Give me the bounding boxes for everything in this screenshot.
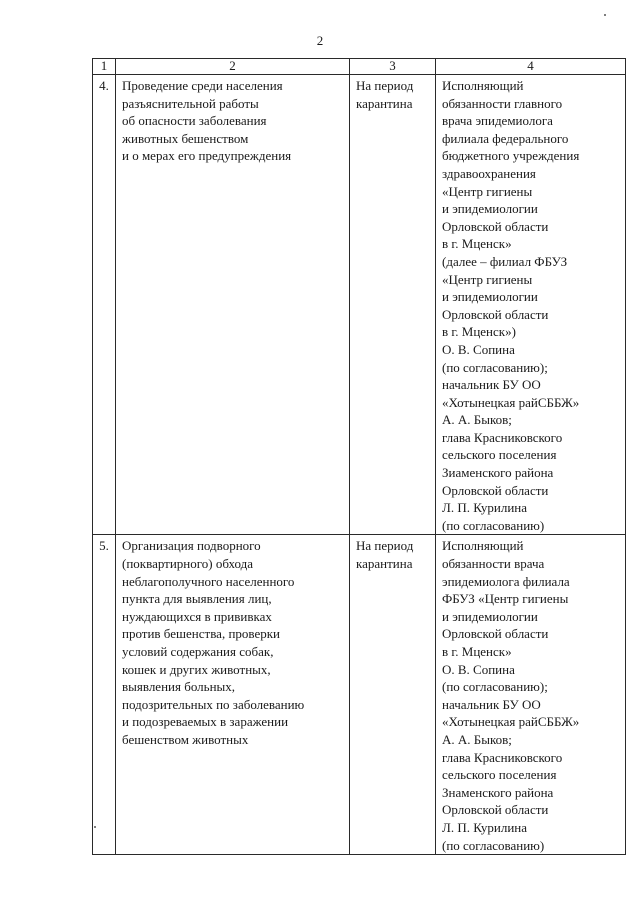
text-line: (по согласованию); <box>442 679 548 695</box>
text-line: (далее – филиал ФБУЗ <box>442 253 568 269</box>
text-line: «Центр гигиены <box>442 183 533 199</box>
text-line: и о мерах его предупреждения <box>122 148 292 164</box>
text-line: здравоохранения <box>442 165 536 181</box>
text-line: в г. Мценск» <box>442 236 512 252</box>
text-line: «Хотынецкая райСББЖ» <box>442 714 580 730</box>
row-number: 5. <box>93 535 116 855</box>
text-line: разъяснительной работы <box>122 95 259 111</box>
text-line: против бешенства, проверки <box>122 626 281 642</box>
text-line: На период <box>356 78 414 93</box>
table-header-row <box>93 59 626 75</box>
measure-period <box>350 535 436 855</box>
measure-description <box>116 75 350 535</box>
text-line: «Центр гигиены <box>442 271 533 287</box>
text-line: Исполняющий <box>442 538 524 554</box>
page-number: 2 <box>316 33 324 48</box>
text-line: нуждающихся в прививках <box>122 608 272 624</box>
text-line: Л. П. Курилина <box>442 500 528 516</box>
table-row <box>93 535 626 855</box>
row-number: 4. <box>93 75 116 535</box>
text-line: начальник БУ ОО <box>442 696 541 712</box>
text-line: и эпидемиологии <box>442 608 538 624</box>
text-line: обязанности главного <box>442 95 563 111</box>
column-header: 1 <box>93 59 116 75</box>
text-line: ФБУЗ «Центр гигиены <box>442 591 569 607</box>
text-line: О. В. Сопина <box>442 341 515 357</box>
text-line: (по согласованию) <box>442 517 545 533</box>
text-line: О. В. Сопина <box>442 661 515 677</box>
text-line: сельского поселения <box>442 447 557 463</box>
measure-period <box>350 75 436 535</box>
text-line: бюджетного учреждения <box>442 148 580 164</box>
text-line: карантина <box>356 95 413 111</box>
responsible-persons <box>436 535 626 855</box>
text-line: кошек и других животных, <box>122 661 271 677</box>
text-line: Л. П. Курилина <box>442 819 528 835</box>
text-line: эпидемиолога филиала <box>442 573 570 589</box>
text-line: Орловской области <box>442 802 549 818</box>
text-line: подозрительных по заболеванию <box>122 696 305 712</box>
text-line: Орловской области <box>442 482 549 498</box>
scan-speck <box>94 826 96 828</box>
text-line: (по согласованию) <box>442 837 545 853</box>
text-line: филиала федерального <box>442 130 569 146</box>
text-line: врача эпидемиолога <box>442 113 553 129</box>
text-line: сельского поселения <box>442 767 557 783</box>
text-line: карантина <box>356 556 413 572</box>
text-line: и эпидемиологии <box>442 289 538 305</box>
table-row <box>93 75 626 535</box>
measure-description <box>116 535 350 855</box>
text-line: «Хотынецкая райСББЖ» <box>442 394 580 410</box>
text-line: А. А. Быков; <box>442 731 512 747</box>
text-line: неблагополучного населенного <box>122 573 295 589</box>
text-line: и подозреваемых в заражении <box>122 714 289 730</box>
text-line: бешенством животных <box>122 731 249 747</box>
text-line: Знаменского района <box>442 784 554 800</box>
text-line: условий содержания собак, <box>122 644 274 659</box>
text-line: об опасности заболевания <box>122 113 267 129</box>
text-line: Проведение среди населения <box>122 78 283 93</box>
text-line: Исполняющий <box>442 78 524 93</box>
text-line: и эпидемиологии <box>442 201 538 217</box>
text-line: Орловской области <box>442 306 549 322</box>
text-line: глава Красниковского <box>442 749 563 765</box>
text-line: А. А. Быков; <box>442 412 512 428</box>
text-line: выявления больных, <box>122 679 236 695</box>
measures-table <box>92 58 626 855</box>
text-line: начальник БУ ОО <box>442 377 541 393</box>
text-line: На период <box>356 538 414 554</box>
column-header: 3 <box>350 59 436 75</box>
column-header: 4 <box>436 59 626 75</box>
text-line: (по согласованию); <box>442 359 548 375</box>
column-header: 2 <box>116 59 350 75</box>
text-line: животных бешенством <box>122 130 249 146</box>
responsible-persons <box>436 75 626 535</box>
text-line: Орловской области <box>442 626 549 642</box>
text-line: обязанности врача <box>442 556 545 572</box>
scan-speck <box>604 14 606 16</box>
text-line: Орловской области <box>442 218 549 234</box>
text-line: в г. Мценск» <box>442 644 512 659</box>
text-line: в г. Мценск») <box>442 324 516 340</box>
text-line: глава Красниковского <box>442 429 563 445</box>
text-line: (поквартирного) обхода <box>122 556 253 572</box>
text-line: Зиаменского района <box>442 465 554 481</box>
text-line: пункта для выявления лиц, <box>122 591 272 607</box>
text-line: Организация подворного <box>122 538 261 554</box>
